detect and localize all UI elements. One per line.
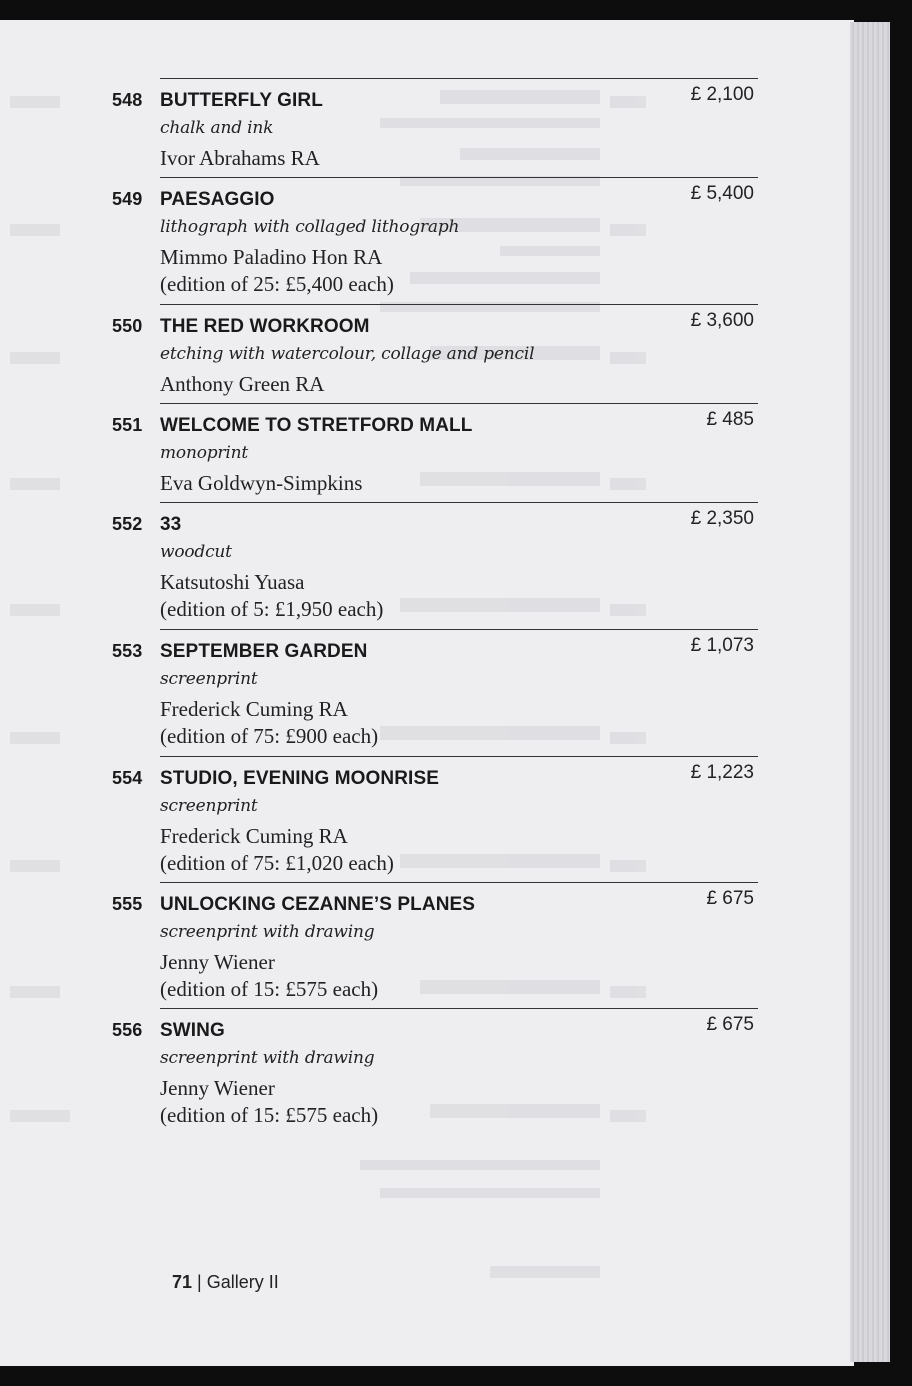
entry-price: £ 1,223 — [690, 762, 754, 783]
entry-number: 556 — [112, 1020, 143, 1040]
entry-artist: Anthony Green RA — [160, 372, 325, 396]
entry-title: SWING — [160, 1020, 225, 1041]
entry-heading — [112, 316, 370, 338]
entry-number: 551 — [112, 415, 143, 435]
footer-separator: | — [197, 1272, 202, 1292]
catalogue-entry — [112, 502, 758, 629]
catalogue-entry — [112, 304, 758, 404]
catalogue-entry — [112, 629, 758, 756]
entry-price: £ 2,350 — [690, 508, 754, 529]
entry-divider — [160, 403, 758, 404]
entry-divider — [160, 629, 758, 630]
entry-artist: Jenny Wiener — [160, 1076, 275, 1100]
entry-title: WELCOME TO STRETFORD MALL — [160, 415, 473, 436]
entry-medium: woodcut — [160, 542, 232, 562]
entry-heading — [112, 1020, 225, 1042]
entry-price: £ 675 — [706, 888, 754, 909]
entry-artist: Frederick Cuming RA — [160, 824, 348, 848]
entry-price: £ 3,600 — [690, 310, 754, 331]
entry-heading — [112, 894, 475, 916]
entry-price: £ 5,400 — [690, 183, 754, 204]
entry-artist: Ivor Abrahams RA — [160, 146, 320, 170]
entry-heading — [112, 641, 367, 663]
entry-divider — [160, 1008, 758, 1009]
entry-divider — [160, 177, 758, 178]
entry-number: 548 — [112, 90, 143, 110]
entry-heading — [112, 415, 472, 437]
entry-edition: (edition of 75: £1,020 each) — [160, 851, 394, 875]
entry-number: 552 — [112, 514, 143, 534]
entry-edition: (edition of 25: £5,400 each) — [160, 272, 394, 296]
entry-divider — [160, 756, 758, 757]
entry-heading — [112, 768, 439, 790]
entry-divider — [160, 78, 758, 79]
entry-medium: screenprint with drawing — [160, 922, 375, 942]
section-name: Gallery II — [206, 1272, 279, 1292]
catalogue-entry — [112, 756, 758, 883]
entry-number: 553 — [112, 641, 143, 661]
page-edges — [850, 22, 890, 1362]
entry-price: £ 675 — [706, 1014, 754, 1035]
entry-price: £ 485 — [706, 409, 754, 430]
entry-divider — [160, 502, 758, 503]
entry-medium: screenprint — [160, 669, 258, 689]
entry-heading — [112, 189, 275, 211]
entry-divider — [160, 304, 758, 305]
entry-price: £ 2,100 — [690, 84, 754, 105]
page-number: 71 — [172, 1272, 193, 1292]
entry-edition: (edition of 15: £575 each) — [160, 1103, 379, 1127]
entry-medium: etching with watercolour, collage and pencil — [160, 344, 535, 364]
entry-title: UNLOCKING CEZANNE’S PLANES — [160, 894, 476, 915]
entry-title: PAESAGGIO — [160, 189, 275, 210]
entry-medium: monoprint — [160, 443, 248, 463]
entry-artist: Mimmo Paladino Hon RA — [160, 245, 383, 269]
entry-divider — [160, 882, 758, 883]
entry-medium: screenprint — [160, 796, 258, 816]
entry-price: £ 1,073 — [690, 635, 754, 656]
entry-artist: Frederick Cuming RA — [160, 697, 348, 721]
entry-title: 33 — [160, 514, 182, 535]
entry-artist: Katsutoshi Yuasa — [160, 570, 305, 594]
entry-number: 554 — [112, 768, 143, 788]
entry-edition: (edition of 5: £1,950 each) — [160, 597, 384, 621]
entry-artist: Jenny Wiener — [160, 950, 275, 974]
entry-medium: lithograph with collaged lithograph — [160, 217, 460, 237]
entry-edition: (edition of 75: £900 each) — [160, 724, 379, 748]
entry-medium: screenprint with drawing — [160, 1048, 375, 1068]
catalogue-entry — [112, 1008, 758, 1135]
page-footer — [172, 1272, 279, 1293]
entry-heading — [112, 514, 181, 536]
entry-number: 555 — [112, 894, 143, 914]
entry-title: THE RED WORKROOM — [160, 316, 370, 337]
entry-number: 550 — [112, 316, 143, 336]
entry-heading — [112, 90, 323, 112]
catalogue-entry — [112, 403, 758, 503]
entry-title: BUTTERFLY GIRL — [160, 90, 323, 111]
entry-edition: (edition of 15: £575 each) — [160, 977, 379, 1001]
entry-number: 549 — [112, 189, 143, 209]
catalogue-entry — [112, 78, 758, 178]
entry-medium: chalk and ink — [160, 118, 274, 138]
entry-title: STUDIO, EVENING MOONRISE — [160, 768, 439, 789]
entry-artist: Eva Goldwyn-Simpkins — [160, 471, 363, 495]
catalogue-entry — [112, 882, 758, 1009]
catalogue-entry — [112, 177, 758, 304]
entry-title: SEPTEMBER GARDEN — [160, 641, 368, 662]
